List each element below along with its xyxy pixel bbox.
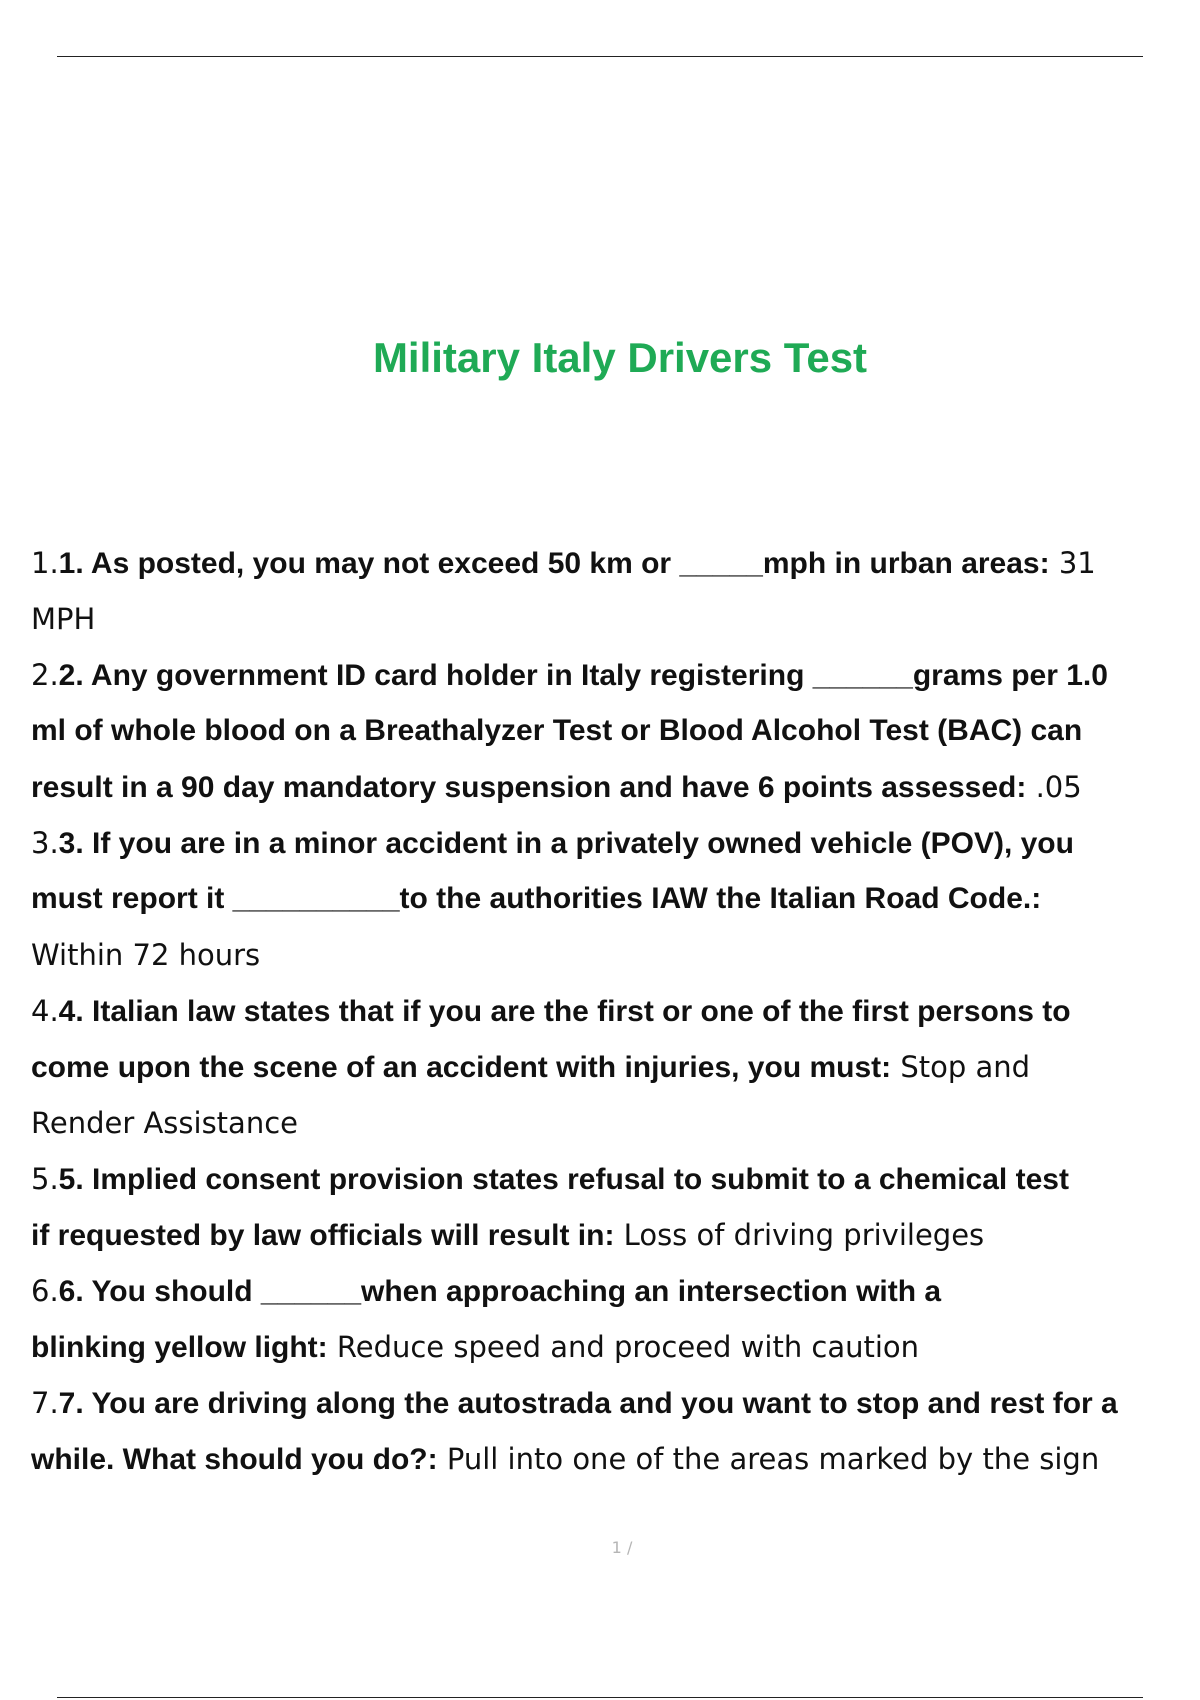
question-line [31,1151,1200,1207]
answer-text: Render Assistance [31,1106,298,1140]
question-line [31,591,1200,647]
document-title: Military Italy Drivers Test [372,334,868,381]
question-item [31,983,1200,1151]
question-text: come upon the scene of an accident with injuries, you must: [31,1051,892,1084]
question-item [31,1263,1200,1375]
question-text: while. What should you do?: [31,1443,438,1476]
question-line [31,983,1200,1039]
answer-text: Stop and [891,1050,1031,1084]
item-number: 4. [31,994,59,1028]
question-line [31,1207,1200,1263]
question-text: if requested by law officials will result in: [31,1219,615,1252]
question-line [31,1263,1200,1319]
item-number: 6. [31,1274,59,1308]
question-line [31,647,1200,703]
answer-text: 31 [1049,546,1096,580]
answer-text: Reduce speed and proceed with caution [327,1330,920,1364]
question-text: 4. Italian law states that if you are the first or one of the first persons to [58,995,1071,1028]
question-line [31,1039,1200,1095]
answer-text: Within 72 hours [31,938,261,972]
answer-text: Loss of driving privileges [614,1218,985,1252]
question-text: 3. If you are in a minor accident in a privately owned vehicle (POV), you [58,827,1074,860]
question-line [31,1095,1200,1151]
question-text: must report it __________to the authorities IAW the Italian Road Code.: [31,882,1042,915]
question-line [31,703,1200,759]
question-item [31,1151,1200,1263]
question-line [31,1375,1200,1431]
top-rule [57,56,1143,57]
item-number: 2. [31,658,59,692]
question-list [31,535,1200,1487]
answer-text: .05 [1026,770,1082,804]
question-line [31,871,1200,927]
question-text: 5. Implied consent provision states refusal to submit to a chemical test [58,1163,1069,1196]
question-line [31,759,1200,815]
question-text: 7. You are driving along the autostrada and you want to stop and rest for a [58,1387,1118,1420]
question-text: 1. As posted, you may not exceed 50 km or _____mph in urban areas: [58,547,1050,580]
page-number: 1 / [611,1538,633,1557]
item-number: 3. [31,826,59,860]
question-text: 6. You should ______when approaching an intersection with a [58,1275,942,1308]
question-line [31,1431,1200,1487]
item-number: 7. [31,1386,59,1420]
question-item [31,815,1200,983]
question-line [31,815,1200,871]
question-line [31,535,1200,591]
item-number: 1. [31,546,59,580]
question-item [31,1375,1200,1487]
question-text: 2. Any government ID card holder in Italy registering ______grams per 1.0 [58,659,1108,692]
question-text: ml of whole blood on a Breathalyzer Test or Blood Alcohol Test (BAC) can [31,714,1083,747]
question-text: result in a 90 day mandatory suspension and have 6 points assessed: [31,771,1027,804]
question-line [31,927,1200,983]
bottom-rule [57,1697,1143,1698]
answer-text: Pull into one of the areas marked by the sign [437,1442,1100,1476]
question-item [31,535,1200,647]
item-number: 5. [31,1162,59,1196]
answer-text: MPH [31,602,96,636]
question-item [31,647,1200,815]
question-line [31,1319,1200,1375]
question-text: blinking yellow light: [31,1331,328,1364]
